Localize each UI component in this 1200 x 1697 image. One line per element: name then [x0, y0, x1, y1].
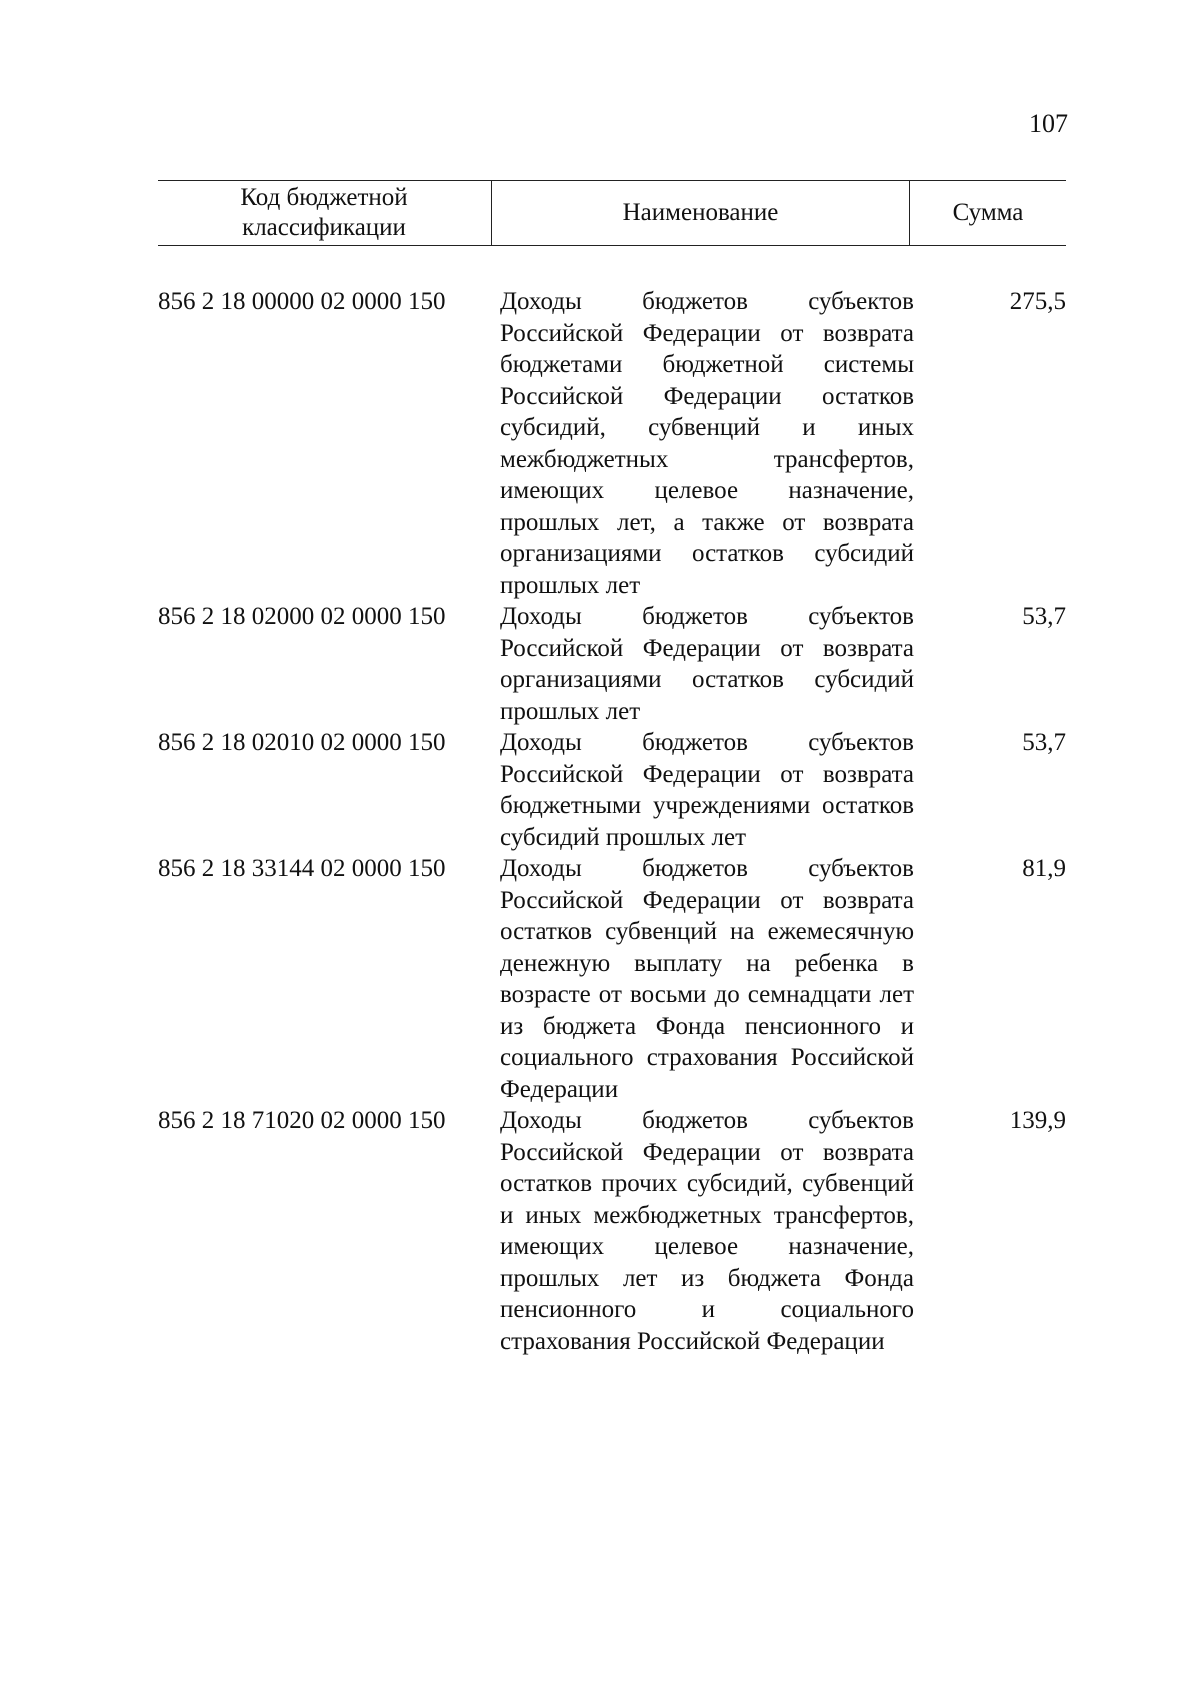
row-sum: 53,7	[1022, 603, 1066, 630]
row-code: 856 2 18 00000 02 0000 150	[158, 288, 446, 315]
row-code: 856 2 18 33144 02 0000 150	[158, 855, 446, 882]
page-number: 107	[1029, 109, 1068, 138]
row-code: 856 2 18 02010 02 0000 150	[158, 729, 446, 756]
row-code: 856 2 18 02000 02 0000 150	[158, 603, 446, 630]
table-row	[158, 853, 1066, 1105]
row-sum: 275,5	[1009, 288, 1066, 315]
row-code: 856 2 18 71020 02 0000 150	[158, 1107, 446, 1134]
table-body	[158, 286, 1066, 1357]
header-name-label: Наименование	[622, 199, 779, 226]
row-name: Доходы бюджетов субъектов Российской Федерации от возврата бюджетами бюджетной системы Российской Федерации остатков субсидий, субвенций и иных межбюджетных трансфертов, имеющих целевое назначение, прошлых лет, а также от возврата организациями остатков субсидий прошлых лет	[500, 288, 914, 599]
header-code-label: Код бюджетной классификации	[240, 184, 408, 241]
row-name: Доходы бюджетов субъектов Российской Федерации от возврата организациями остатков субсидий прошлых лет	[500, 603, 914, 725]
table-row	[158, 286, 1066, 601]
header-sum-label: Сумма	[952, 199, 1024, 226]
row-name: Доходы бюджетов субъектов Российской Федерации от возврата остатков прочих субсидий, субвенций и иных межбюджетных трансфертов, имеющих целевое назначение, прошлых лет из бюджета Фонда пенсионного и социального страхования Российской Федерации	[500, 1107, 914, 1355]
table-row	[158, 727, 1066, 853]
row-name: Доходы бюджетов субъектов Российской Федерации от возврата бюджетными учреждениями остатков субсидий прошлых лет	[500, 729, 914, 851]
row-name: Доходы бюджетов субъектов Российской Федерации от возврата остатков субвенций на ежемесячную денежную выплату на ребенка в возрасте от восьми до семнадцати лет из бюджета Фонда пенсионного и социального страхования Российской Федерации	[500, 855, 914, 1103]
header-name	[491, 181, 910, 245]
row-sum: 139,9	[1009, 1107, 1066, 1134]
table-row	[158, 1105, 1066, 1357]
header-code	[158, 181, 490, 245]
row-sum: 81,9	[1022, 855, 1066, 882]
table-header	[158, 180, 1066, 246]
table-row	[158, 601, 1066, 727]
row-sum: 53,7	[1022, 729, 1066, 756]
header-sum	[910, 181, 1066, 245]
